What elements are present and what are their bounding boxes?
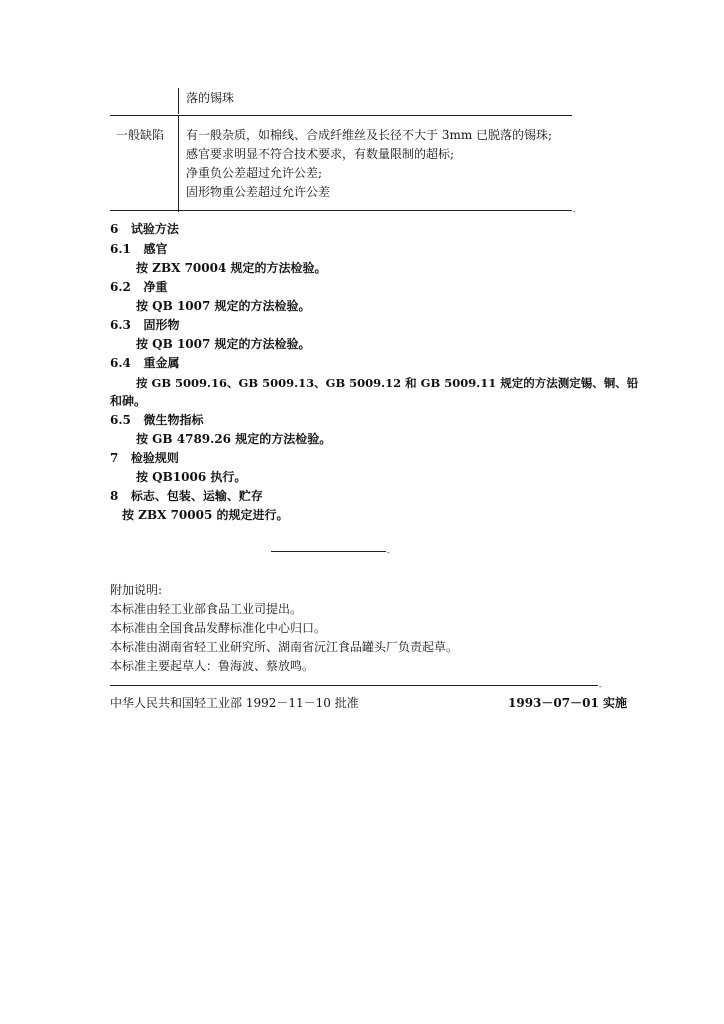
section-heading (110, 450, 179, 466)
table-cell-row1-item: 有一般杂质，如棉线、合成纤维丝及长径不大于 3mm 已脱落的锡珠; (186, 128, 553, 142)
notes-line: 本标准由湖南省轻工业研究所、湖南省沅江食品罐头厂负责起草。 (110, 640, 459, 654)
table-rule-bottom (110, 210, 572, 211)
section-body: 按 ZBX 70005 的规定进行。 (122, 508, 289, 522)
notes-line: 本标准由全国食品发酵标准化中心归口。 (110, 621, 327, 635)
table-cell-row1-item: 净重负公差超过允许公差; (186, 166, 323, 180)
section-title: 重金属 (143, 356, 180, 370)
table-column-divider (178, 116, 179, 212)
section-number: 7 (110, 451, 119, 465)
footer-rule (110, 685, 598, 686)
effective-date: 1993－07－01 实施 (508, 696, 627, 710)
section-body: 按 QB1006 执行。 (136, 470, 247, 484)
table-cell-row0-item: 落的锡珠 (186, 91, 235, 105)
section-number: 6.1 (110, 242, 131, 256)
subsection-heading (110, 279, 167, 295)
section-title: 固形物 (143, 318, 180, 332)
rule-end-mark: - (387, 548, 390, 557)
subsection-heading (110, 412, 203, 428)
notes-line: 本标准主要起草人：鲁海波、蔡放鸣。 (110, 659, 315, 673)
subsection-heading (110, 241, 167, 257)
table-cell-row1-item: 固形物重公差超过允许公差 (186, 185, 331, 199)
rule-end-mark: - (599, 682, 602, 691)
section-number: 6.4 (110, 356, 131, 370)
section-body: 和砷。 (110, 394, 147, 408)
approval-line: 中华人民共和国轻工业部 1992－11－10 批准 (110, 696, 359, 710)
section-title: 感官 (143, 242, 168, 256)
section-number: 6.3 (110, 318, 131, 332)
section-heading (110, 221, 179, 237)
section-number: 8 (110, 489, 119, 503)
end-separator (271, 551, 386, 552)
section-number: 6 (110, 222, 119, 236)
section-number: 6.2 (110, 280, 131, 294)
subsection-heading (110, 317, 179, 333)
table-cell-row1-label: 一般缺陷 (116, 128, 165, 142)
section-title: 净重 (143, 280, 168, 294)
section-number: 6.5 (110, 413, 131, 427)
notes-line: 本标准由轻工业部食品工业司提出。 (110, 602, 303, 616)
rule-end-mark: - (573, 207, 576, 216)
section-title: 标志、包装、运输、贮存 (130, 489, 263, 503)
section-body: 按 GB 5009.16、GB 5009.13、GB 5009.12 和 GB 5009.11 规定的方法测定锡、铜、铅 (136, 376, 639, 390)
table-cell-row1-item: 感官要求明显不符合技术要求，有数量限制的超标; (186, 147, 455, 161)
notes-heading: 附加说明: (110, 583, 163, 597)
table-column-divider (178, 88, 179, 114)
section-title: 检验规则 (130, 451, 179, 465)
section-body: 按 GB 4789.26 规定的方法检验。 (136, 432, 332, 446)
section-title: 试验方法 (130, 222, 179, 236)
section-heading (110, 488, 263, 504)
section-body: 按 QB 1007 规定的方法检验。 (136, 299, 311, 313)
section-title: 微生物指标 (143, 413, 204, 427)
section-body: 按 QB 1007 规定的方法检验。 (136, 337, 311, 351)
subsection-heading (110, 355, 179, 371)
table-rule-top (110, 115, 572, 116)
section-body: 按 ZBX 70004 规定的方法检验。 (136, 261, 327, 275)
